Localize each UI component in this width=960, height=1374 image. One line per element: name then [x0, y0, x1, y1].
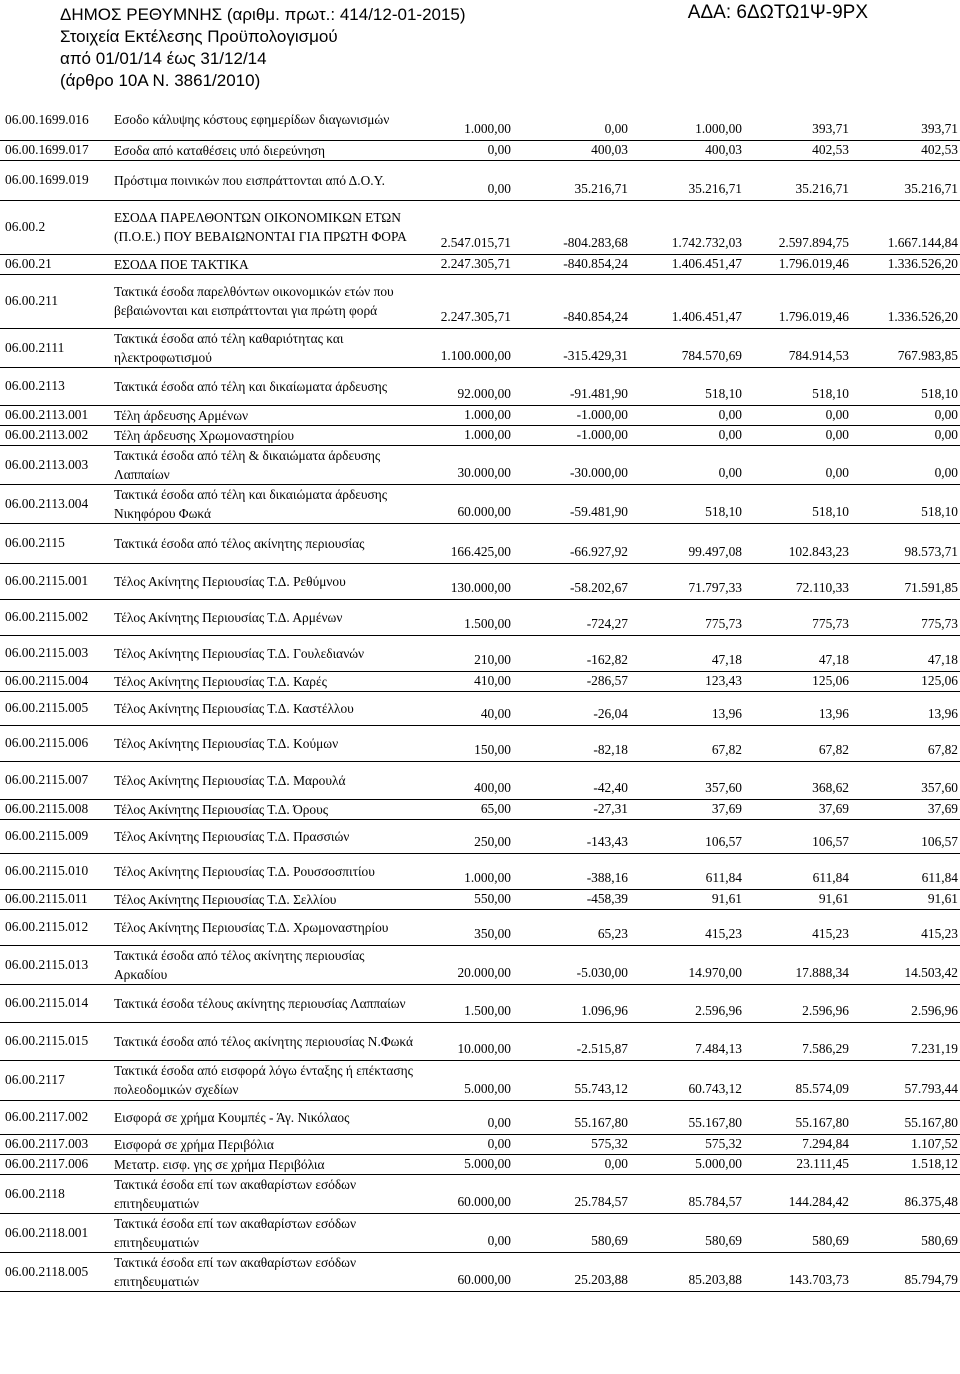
row-final-budget: 575,32	[630, 1134, 744, 1154]
row-description: Τακτικά έσοδα τέλους ακίνητης περιουσίας Λαππαίων	[112, 984, 420, 1022]
row-change: 575,32	[513, 1134, 630, 1154]
row-code: 06.00.2115.012	[0, 909, 112, 945]
row-budgeted: 1.000,00	[420, 853, 513, 889]
row-collected: 580,69	[851, 1213, 960, 1252]
table-row	[0, 405, 960, 425]
row-collected: 0,00	[851, 445, 960, 484]
row-collected: 67,82	[851, 725, 960, 761]
row-final-budget: 91,61	[630, 889, 744, 909]
row-description: Εισφορά σε χρήμα Περιβόλια	[112, 1134, 420, 1154]
row-final-budget: 13,96	[630, 691, 744, 725]
row-final-budget: 14.970,00	[630, 945, 744, 984]
table-row	[0, 761, 960, 799]
row-code: 06.00.2111	[0, 328, 112, 367]
row-change: -804.283,68	[513, 200, 630, 254]
row-description: ΕΣΟΔΑ ΠΟΕ ΤΑΚΤΙΚΑ	[112, 254, 420, 274]
row-change: 0,00	[513, 100, 630, 140]
row-change: -30.000,00	[513, 445, 630, 484]
row-code: 06.00.2115.013	[0, 945, 112, 984]
table-row	[0, 889, 960, 909]
row-final-budget: 0,00	[630, 425, 744, 445]
row-final-budget: 67,82	[630, 725, 744, 761]
row-description: Τακτικά έσοδα από τέλη και δικαίωματα άρδευσης	[112, 367, 420, 405]
row-description: Τέλος Ακίνητης Περιουσίας Τ.Δ. Μαρουλά	[112, 761, 420, 799]
row-code: 06.00.2115.011	[0, 889, 112, 909]
row-certified: 518,10	[744, 484, 851, 523]
row-certified: 35.216,71	[744, 160, 851, 200]
row-collected: 1.336.526,20	[851, 254, 960, 274]
row-description: Τακτικά έσοδα από τέλη και δικαιώματα άρδευσης Νικηφόρου Φωκά	[112, 484, 420, 523]
row-certified: 611,84	[744, 853, 851, 889]
table-row	[0, 425, 960, 445]
row-collected: 47,18	[851, 635, 960, 671]
row-change: -42,40	[513, 761, 630, 799]
page-header	[0, 0, 960, 100]
budget-table	[0, 100, 960, 1292]
table-row	[0, 523, 960, 563]
row-collected: 35.216,71	[851, 160, 960, 200]
row-description: Τέλη άρδευσης Αρμένων	[112, 405, 420, 425]
row-collected: 13,96	[851, 691, 960, 725]
row-final-budget: 85.203,88	[630, 1252, 744, 1291]
row-collected: 1.336.526,20	[851, 274, 960, 328]
row-collected: 1.107,52	[851, 1134, 960, 1154]
table-row	[0, 140, 960, 160]
row-final-budget: 775,73	[630, 599, 744, 635]
row-budgeted: 20.000,00	[420, 945, 513, 984]
row-final-budget: 0,00	[630, 445, 744, 484]
row-collected: 518,10	[851, 484, 960, 523]
row-certified: 518,10	[744, 367, 851, 405]
row-budgeted: 400,00	[420, 761, 513, 799]
row-code: 06.00.2115.003	[0, 635, 112, 671]
row-change: 25.784,57	[513, 1174, 630, 1213]
row-collected: 518,10	[851, 367, 960, 405]
row-budgeted: 0,00	[420, 160, 513, 200]
row-collected: 37,69	[851, 799, 960, 819]
row-collected: 55.167,80	[851, 1100, 960, 1134]
row-collected: 91,61	[851, 889, 960, 909]
row-code: 06.00.2113.001	[0, 405, 112, 425]
row-change: 1.096,96	[513, 984, 630, 1022]
row-final-budget: 1.406.451,47	[630, 274, 744, 328]
row-final-budget: 99.497,08	[630, 523, 744, 563]
row-final-budget: 2.596,96	[630, 984, 744, 1022]
row-description: Τακτικά έσοδα από τέλη & δικαιώματα άρδευσης Λαππαίων	[112, 445, 420, 484]
row-description: Τέλος Ακίνητης Περιουσίας Τ.Δ. Πρασσιών	[112, 819, 420, 853]
row-description: Τέλος Ακίνητης Περιουσίας Τ.Δ. Καστέλλου	[112, 691, 420, 725]
table-row	[0, 1100, 960, 1134]
table-row	[0, 725, 960, 761]
row-collected: 1.667.144,84	[851, 200, 960, 254]
row-certified: 144.284,42	[744, 1174, 851, 1213]
row-final-budget: 1.406.451,47	[630, 254, 744, 274]
row-final-budget: 123,43	[630, 671, 744, 691]
row-change: -66.927,92	[513, 523, 630, 563]
table-row	[0, 799, 960, 819]
row-code: 06.00.2115.005	[0, 691, 112, 725]
row-budgeted: 410,00	[420, 671, 513, 691]
row-description: Τακτικά έσοδα παρελθόντων οικονομικών ετών που βεβαιώνονται και εισπράττονται για πρώτη φορά	[112, 274, 420, 328]
row-certified: 415,23	[744, 909, 851, 945]
table-row	[0, 1060, 960, 1100]
row-code: 06.00.2113.002	[0, 425, 112, 445]
row-change: -1.000,00	[513, 425, 630, 445]
row-code: 06.00.21	[0, 254, 112, 274]
row-final-budget: 580,69	[630, 1213, 744, 1252]
row-final-budget: 35.216,71	[630, 160, 744, 200]
row-collected: 0,00	[851, 425, 960, 445]
row-budgeted: 550,00	[420, 889, 513, 909]
table-row	[0, 909, 960, 945]
row-budgeted: 150,00	[420, 725, 513, 761]
row-code: 06.00.2117	[0, 1060, 112, 1100]
row-certified: 67,82	[744, 725, 851, 761]
row-collected: 7.231,19	[851, 1022, 960, 1060]
row-code: 06.00.2115.001	[0, 563, 112, 599]
row-budgeted: 5.000,00	[420, 1060, 513, 1100]
row-code: 06.00.1699.017	[0, 140, 112, 160]
table-row	[0, 1213, 960, 1252]
table-row	[0, 1174, 960, 1213]
row-code: 06.00.2113.003	[0, 445, 112, 484]
row-final-budget: 85.784,57	[630, 1174, 744, 1213]
row-collected: 775,73	[851, 599, 960, 635]
row-budgeted: 10.000,00	[420, 1022, 513, 1060]
row-budgeted: 30.000,00	[420, 445, 513, 484]
row-code: 06.00.1699.016	[0, 100, 112, 140]
row-change: -840.854,24	[513, 254, 630, 274]
row-change: -286,57	[513, 671, 630, 691]
row-certified: 102.843,23	[744, 523, 851, 563]
row-collected: 415,23	[851, 909, 960, 945]
row-certified: 47,18	[744, 635, 851, 671]
row-code: 06.00.2115.010	[0, 853, 112, 889]
row-code: 06.00.2118.005	[0, 1252, 112, 1291]
row-code: 06.00.2115.002	[0, 599, 112, 635]
row-collected: 357,60	[851, 761, 960, 799]
row-final-budget: 55.167,80	[630, 1100, 744, 1134]
table-row	[0, 328, 960, 367]
row-change: -724,27	[513, 599, 630, 635]
row-code: 06.00.211	[0, 274, 112, 328]
row-final-budget: 357,60	[630, 761, 744, 799]
table-row	[0, 1134, 960, 1154]
row-final-budget: 1.742.732,03	[630, 200, 744, 254]
row-change: -26,04	[513, 691, 630, 725]
row-change: -82,18	[513, 725, 630, 761]
row-code: 06.00.2113	[0, 367, 112, 405]
row-final-budget: 611,84	[630, 853, 744, 889]
row-change: -315.429,31	[513, 328, 630, 367]
row-description: Εσοδα από καταθέσεις υπό διερεύνηση	[112, 140, 420, 160]
row-collected: 98.573,71	[851, 523, 960, 563]
row-description: Τακτικά έσοδα από εισφορά λόγω ένταξης ή επέκτασης πολεοδομικών σχεδίων	[112, 1060, 420, 1100]
row-budgeted: 250,00	[420, 819, 513, 853]
row-final-budget: 400,03	[630, 140, 744, 160]
row-budgeted: 1.500,00	[420, 984, 513, 1022]
row-description: Τέλος Ακίνητης Περιουσίας Τ.Δ. Καρές	[112, 671, 420, 691]
row-certified: 402,53	[744, 140, 851, 160]
header-ada: ΑΔΑ: 6ΔΩΤΩ1Ψ-9ΡΧ	[687, 2, 868, 23]
row-certified: 1.796.019,46	[744, 274, 851, 328]
row-description: Τακτικά έσοδα από τέλος ακίνητης περιουσίας Ν.Φωκά	[112, 1022, 420, 1060]
header-municipality-info	[60, 4, 466, 92]
row-budgeted: 60.000,00	[420, 1252, 513, 1291]
row-final-budget: 415,23	[630, 909, 744, 945]
row-collected: 86.375,48	[851, 1174, 960, 1213]
row-budgeted: 1.000,00	[420, 100, 513, 140]
row-certified: 393,71	[744, 100, 851, 140]
row-certified: 23.111,45	[744, 1154, 851, 1174]
row-certified: 0,00	[744, 425, 851, 445]
row-description: Τέλος Ακίνητης Περιουσίας Τ.Δ. Ρουσσοσπιτίου	[112, 853, 420, 889]
row-budgeted: 210,00	[420, 635, 513, 671]
row-change: 55.167,80	[513, 1100, 630, 1134]
row-change: -388,16	[513, 853, 630, 889]
row-description: Τακτικά έσοδα επί των ακαθαρίστων εσόδων επιτηδευματιών	[112, 1174, 420, 1213]
row-budgeted: 5.000,00	[420, 1154, 513, 1174]
row-collected: 71.591,85	[851, 563, 960, 599]
table-row	[0, 853, 960, 889]
row-change: 65,23	[513, 909, 630, 945]
row-final-budget: 1.000,00	[630, 100, 744, 140]
row-collected: 0,00	[851, 405, 960, 425]
row-description: Τακτικά έσοδα επί των ακαθαρίστων εσόδων επιτηδευματιών	[112, 1252, 420, 1291]
row-certified: 1.796.019,46	[744, 254, 851, 274]
table-row	[0, 1154, 960, 1174]
table-row	[0, 274, 960, 328]
row-certified: 7.586,29	[744, 1022, 851, 1060]
row-budgeted: 0,00	[420, 1213, 513, 1252]
row-collected: 125,06	[851, 671, 960, 691]
row-code: 06.00.2115.009	[0, 819, 112, 853]
row-collected: 57.793,44	[851, 1060, 960, 1100]
row-code: 06.00.2118.001	[0, 1213, 112, 1252]
table-row	[0, 484, 960, 523]
row-certified: 72.110,33	[744, 563, 851, 599]
row-code: 06.00.2115.015	[0, 1022, 112, 1060]
row-change: -59.481,90	[513, 484, 630, 523]
row-budgeted: 2.547.015,71	[420, 200, 513, 254]
row-budgeted: 40,00	[420, 691, 513, 725]
row-description: Τέλος Ακίνητης Περιουσίας Τ.Δ. Γουλεδιανών	[112, 635, 420, 671]
row-certified: 368,62	[744, 761, 851, 799]
row-budgeted: 166.425,00	[420, 523, 513, 563]
table-row	[0, 200, 960, 254]
table-row	[0, 635, 960, 671]
row-change: -1.000,00	[513, 405, 630, 425]
row-certified: 0,00	[744, 405, 851, 425]
row-budgeted: 0,00	[420, 1100, 513, 1134]
row-budgeted: 1.000,00	[420, 405, 513, 425]
row-budgeted: 92.000,00	[420, 367, 513, 405]
row-change: -840.854,24	[513, 274, 630, 328]
row-code: 06.00.2117.003	[0, 1134, 112, 1154]
row-certified: 580,69	[744, 1213, 851, 1252]
header-line-municipality: ΔΗΜΟΣ ΡΕΘΥΜΝΗΣ (αριθμ. πρωτ.: 414/12-01-2015)	[60, 5, 466, 24]
row-code: 06.00.1699.019	[0, 160, 112, 200]
header-line-period: από 01/01/14 έως 31/12/14	[60, 49, 267, 68]
row-collected: 106,57	[851, 819, 960, 853]
row-collected: 402,53	[851, 140, 960, 160]
row-code: 06.00.2115.007	[0, 761, 112, 799]
row-budgeted: 0,00	[420, 140, 513, 160]
budget-table-body	[0, 100, 960, 1291]
row-certified: 91,61	[744, 889, 851, 909]
row-change: -5.030,00	[513, 945, 630, 984]
row-final-budget: 106,57	[630, 819, 744, 853]
row-description: Τέλος Ακίνητης Περιουσίας Τ.Δ. Όρους	[112, 799, 420, 819]
row-certified: 0,00	[744, 445, 851, 484]
table-row	[0, 254, 960, 274]
row-budgeted: 2.247.305,71	[420, 274, 513, 328]
row-budgeted: 65,00	[420, 799, 513, 819]
row-change: 580,69	[513, 1213, 630, 1252]
table-row	[0, 984, 960, 1022]
row-description: Τακτικά έσοδα από τέλος ακίνητης περιουσίας Αρκαδίου	[112, 945, 420, 984]
row-change: 400,03	[513, 140, 630, 160]
row-description: Τέλη άρδευσης Χρωμοναστηρίου	[112, 425, 420, 445]
row-code: 06.00.2118	[0, 1174, 112, 1213]
row-change: 25.203,88	[513, 1252, 630, 1291]
row-collected: 2.596,96	[851, 984, 960, 1022]
row-budgeted: 60.000,00	[420, 484, 513, 523]
row-code: 06.00.2115.014	[0, 984, 112, 1022]
row-description: Τέλος Ακίνητης Περιουσίας Τ.Δ. Κούμων	[112, 725, 420, 761]
row-code: 06.00.2117.002	[0, 1100, 112, 1134]
table-row	[0, 671, 960, 691]
row-collected: 1.518,12	[851, 1154, 960, 1174]
row-description: Τακτικά έσοδα από τέλη καθαριότητας και ηλεκτροφωτισμού	[112, 328, 420, 367]
row-collected: 14.503,42	[851, 945, 960, 984]
row-description: Μετατρ. εισφ. γης σε χρήμα Περιβόλια	[112, 1154, 420, 1174]
row-certified: 17.888,34	[744, 945, 851, 984]
row-certified: 106,57	[744, 819, 851, 853]
row-description: Εισφορά σε χρήμα Κουμπές - Άγ. Νικόλαος	[112, 1100, 420, 1134]
row-final-budget: 0,00	[630, 405, 744, 425]
row-description: ΕΣΟΔΑ ΠΑΡΕΛΘΟΝΤΩΝ ΟΙΚΟΝΟΜΙΚΩΝ ΕΤΩΝ (Π.Ο.Ε.) ΠΟΥ ΒΕΒΑΙΩΝΟΝΤΑΙ ΓΙΑ ΠΡΩΤΗ ΦΟΡΑ	[112, 200, 420, 254]
table-row	[0, 599, 960, 635]
table-row	[0, 945, 960, 984]
row-budgeted: 350,00	[420, 909, 513, 945]
table-row	[0, 100, 960, 140]
row-description: Τέλος Ακίνητης Περιουσίας Τ.Δ. Χρωμοναστηρίου	[112, 909, 420, 945]
row-budgeted: 0,00	[420, 1134, 513, 1154]
row-certified: 85.574,09	[744, 1060, 851, 1100]
row-final-budget: 47,18	[630, 635, 744, 671]
row-certified: 775,73	[744, 599, 851, 635]
row-budgeted: 130.000,00	[420, 563, 513, 599]
row-code: 06.00.2113.004	[0, 484, 112, 523]
table-row	[0, 445, 960, 484]
table-row	[0, 367, 960, 405]
row-collected: 767.983,85	[851, 328, 960, 367]
row-final-budget: 784.570,69	[630, 328, 744, 367]
row-collected: 611,84	[851, 853, 960, 889]
table-row	[0, 563, 960, 599]
row-change: -162,82	[513, 635, 630, 671]
row-description: Πρόστιμα ποινικών που εισπράττονται από Δ.Ο.Υ.	[112, 160, 420, 200]
header-line-report-title: Στοιχεία Εκτέλεσης Προϋπολογισμού	[60, 27, 338, 46]
row-description: Τακτικά έσοδα από τέλος ακίνητης περιουσίας	[112, 523, 420, 563]
row-change: -58.202,67	[513, 563, 630, 599]
row-final-budget: 37,69	[630, 799, 744, 819]
row-code: 06.00.2115	[0, 523, 112, 563]
row-description: Τακτικά έσοδα επί των ακαθαρίστων εσόδων επιτηδευματιών	[112, 1213, 420, 1252]
row-code: 06.00.2117.006	[0, 1154, 112, 1174]
row-final-budget: 518,10	[630, 367, 744, 405]
row-change: -27,31	[513, 799, 630, 819]
row-budgeted: 1.100.000,00	[420, 328, 513, 367]
row-certified: 784.914,53	[744, 328, 851, 367]
row-final-budget: 518,10	[630, 484, 744, 523]
row-code: 06.00.2115.004	[0, 671, 112, 691]
row-change: -458,39	[513, 889, 630, 909]
table-row	[0, 1252, 960, 1291]
table-row	[0, 160, 960, 200]
row-budgeted: 60.000,00	[420, 1174, 513, 1213]
row-code: 06.00.2	[0, 200, 112, 254]
table-row	[0, 819, 960, 853]
row-change: -143,43	[513, 819, 630, 853]
row-collected: 85.794,79	[851, 1252, 960, 1291]
row-budgeted: 2.247.305,71	[420, 254, 513, 274]
row-final-budget: 60.743,12	[630, 1060, 744, 1100]
row-certified: 125,06	[744, 671, 851, 691]
row-final-budget: 5.000,00	[630, 1154, 744, 1174]
table-row	[0, 1022, 960, 1060]
row-description: Εσοδο κάλυψης κόστους εφημερίδων διαγωνισμών	[112, 100, 420, 140]
row-collected: 393,71	[851, 100, 960, 140]
header-line-law: (άρθρο 10Α Ν. 3861/2010)	[60, 71, 261, 90]
row-certified: 55.167,80	[744, 1100, 851, 1134]
row-code: 06.00.2115.006	[0, 725, 112, 761]
table-row	[0, 691, 960, 725]
row-final-budget: 71.797,33	[630, 563, 744, 599]
row-change: -2.515,87	[513, 1022, 630, 1060]
row-final-budget: 7.484,13	[630, 1022, 744, 1060]
row-description: Τέλος Ακίνητης Περιουσίας Τ.Δ. Σελλίου	[112, 889, 420, 909]
row-certified: 2.596,96	[744, 984, 851, 1022]
row-certified: 37,69	[744, 799, 851, 819]
row-certified: 7.294,84	[744, 1134, 851, 1154]
row-code: 06.00.2115.008	[0, 799, 112, 819]
row-change: -91.481,90	[513, 367, 630, 405]
row-certified: 2.597.894,75	[744, 200, 851, 254]
row-change: 35.216,71	[513, 160, 630, 200]
row-change: 0,00	[513, 1154, 630, 1174]
row-certified: 143.703,73	[744, 1252, 851, 1291]
row-certified: 13,96	[744, 691, 851, 725]
row-description: Τέλος Ακίνητης Περιουσίας Τ.Δ. Ρεθύμνου	[112, 563, 420, 599]
row-description: Τέλος Ακίνητης Περιουσίας Τ.Δ. Αρμένων	[112, 599, 420, 635]
row-budgeted: 1.500,00	[420, 599, 513, 635]
row-budgeted: 1.000,00	[420, 425, 513, 445]
row-change: 55.743,12	[513, 1060, 630, 1100]
